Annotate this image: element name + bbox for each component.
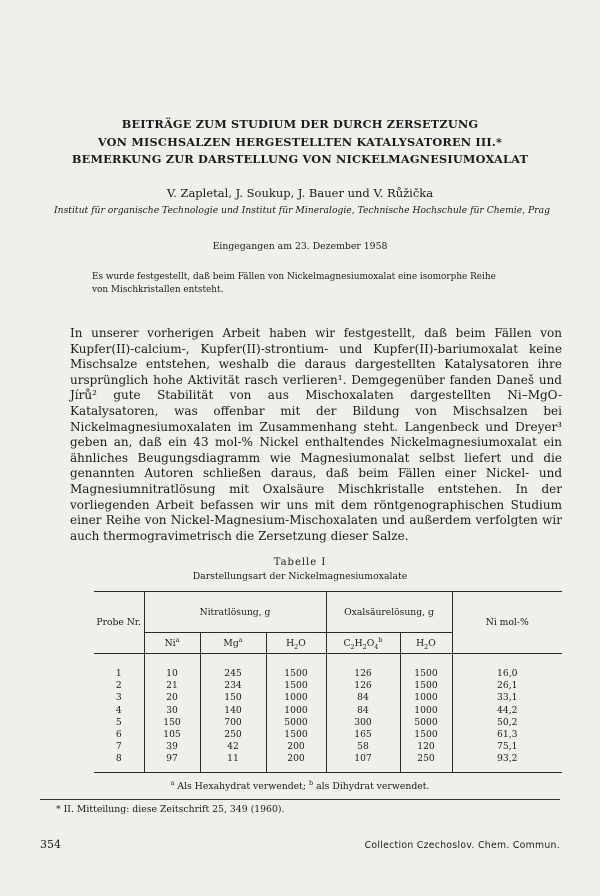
table-cell: 1500 <box>266 680 326 692</box>
table-cell: 120 <box>400 741 452 753</box>
table-cell: 16,0 <box>497 668 518 679</box>
table-cell: 250 <box>200 729 266 741</box>
journal-name: Collection Czechoslov. Chem. Commun. <box>364 840 560 851</box>
table-note-a: Als Hexahydrat verwendet; <box>177 781 307 792</box>
table-cell: 200 <box>266 741 326 753</box>
table-cell: 1 <box>94 654 144 681</box>
table-row <box>94 692 562 704</box>
table-cell: 200 <box>266 753 326 772</box>
table-cell: 234 <box>200 680 266 692</box>
table-cell: 30 <box>144 705 200 717</box>
table-row <box>94 705 562 717</box>
received-date: Eingegangen am 23. Dezember 1958 <box>212 241 388 252</box>
article-title <box>40 116 560 169</box>
table-cell: 2 <box>94 680 144 692</box>
table-caption <box>40 556 560 584</box>
table-cell: 1500 <box>400 729 452 741</box>
header-ni-mol: Ni mol-% <box>452 592 562 654</box>
table-note-b: als Dihydrat verwendet. <box>316 781 430 792</box>
header-ni: Ni$^a$ <box>144 633 200 654</box>
table-cell: 39 <box>144 741 200 753</box>
table-row <box>94 654 562 681</box>
table-row <box>94 753 562 772</box>
table-cell: 1500 <box>266 729 326 741</box>
table-cell: 250 <box>400 753 452 772</box>
table-cell: 1000 <box>400 692 452 704</box>
table-body <box>94 654 562 773</box>
table-cell: 97 <box>144 753 200 772</box>
table-cell: 165 <box>326 729 400 741</box>
table-cell: 5 <box>94 717 144 729</box>
table-cell: 5000 <box>400 717 452 729</box>
header-mg: Mg$^a$ <box>200 633 266 654</box>
table-cell: 700 <box>200 717 266 729</box>
footnote-text: II. Mitteilung: diese Zeitschrift 25, 349 (1960). <box>63 804 285 815</box>
body-paragraph: In unserer vorherigen Arbeit haben wir festgestellt, daß beim Fällen von Kupfer(II)-calcium-, Kupfer(II)-strontium- und Kupfer(II)-bariumoxalat keine Mischsalze entstehen, weshalb die daraus dargestellten Katalysatoren ihre ursprünglich hohe Aktivität rasch verlieren¹. Demgegenüber fanden Daneš und Jírů² gute Stabilität von aus Mischoxalaten dargestellten Ni–MgO-Katalysatoren, was offenbar mit der Bildung von Mischsalzen bei Nickelmagnesiumoxalaten im Zusammenhang steht. Langenbeck und Dreyer³ geben an, daß ein 43 mol-% Nickel enthaltendes Nickelmagnesiumoxalat ein ähnliches Beugungsdiagramm wie Magnesiumonalat selbst liefert und die genannten Autoren schließen daraus, daß beim Fällen einer Nickel- und Magnesiumnitratlösung mit Oxalsäure Mischkristalle entstehen. In der vorliegenden Arbeit befassen wir uns mit dem röntgenographischen Studium einer Reihe von Nickel-Magnesium-Mischoxalaten und außerdem verfolgten wir auch thermogravimetrisch die Zersetzung dieser Salze. <box>70 326 562 543</box>
table-cell: 6 <box>94 729 144 741</box>
body-text <box>70 326 562 544</box>
table-cell: 75,1 <box>497 741 518 753</box>
table-cell: 126 <box>326 654 400 681</box>
table-title: Darstellungsart der Nickelmagnesiumoxalate <box>192 571 408 582</box>
footnote-rule <box>40 799 560 800</box>
table-cell: 20 <box>144 692 200 704</box>
table-cell: 150 <box>144 717 200 729</box>
table-cell: 1000 <box>266 692 326 704</box>
table-cell: 33,1 <box>497 692 518 704</box>
table-cell: 107 <box>326 753 400 772</box>
table-row <box>94 680 562 692</box>
table-cell: 1000 <box>266 705 326 717</box>
table-cell: 1500 <box>266 654 326 681</box>
title-line-2: VON MISCHSALZEN HERGESTELLTEN KATALYSATOREN III.* <box>97 134 503 149</box>
table-cell: 245 <box>200 654 266 681</box>
table-cell: 11 <box>200 753 266 772</box>
table-cell: 7 <box>94 741 144 753</box>
table-cell: 8 <box>94 753 144 772</box>
table-cell: 105 <box>144 729 200 741</box>
header-oxal: Oxalsäurelösung, g <box>326 592 452 633</box>
header-nitrat: Nitratlösung, g <box>144 592 326 633</box>
table-cell: 140 <box>200 705 266 717</box>
page-number: 354 <box>40 838 61 851</box>
table-cell: 84 <box>326 692 400 704</box>
table-cell: 58 <box>326 741 400 753</box>
table-cell: 21 <box>144 680 200 692</box>
institute: Institut für organische Technologie und Institut für Mineralogie, Technische Hochschule für Chemie, Prag <box>54 205 550 216</box>
table-cell: 10 <box>144 654 200 681</box>
abstract: Es wurde festgestellt, daß beim Fällen von Nickelmagnesiumoxalat eine isomorphe Reihe von Mischkristallen entsteht. <box>92 272 496 295</box>
table-cell: 84 <box>326 705 400 717</box>
header-h2o-b: $H_2O$ <box>400 633 452 654</box>
table-cell: 44,2 <box>497 704 518 716</box>
table-cell: 126 <box>326 680 400 692</box>
table-label: Tabelle I <box>273 557 327 568</box>
table-cell: 26,1 <box>497 680 518 692</box>
table-row <box>94 741 562 753</box>
header-h2o: $H_2O$ <box>266 633 326 654</box>
authors: V. Zapletal, J. Soukup, J. Bauer und V. Růžička <box>166 186 434 200</box>
footnote: * II. Mitteilung: diese Zeitschrift 25, 349 (1960). <box>56 804 285 815</box>
title-line-1: BEITRÄGE ZUM STUDIUM DER DURCH ZERSETZUNG <box>121 117 479 131</box>
table-row <box>94 717 562 729</box>
header-probe: Probe Nr. <box>94 592 144 654</box>
table-note: $^a$ Als Hexahydrat verwendet; $^b$ als Dihydrat verwendet. <box>170 778 430 792</box>
table-cell: 150 <box>200 692 266 704</box>
table-cell: 1000 <box>400 705 452 717</box>
table-cell: 61,3 <box>497 729 518 741</box>
table-cell: 5000 <box>266 717 326 729</box>
table-cell: 3 <box>94 692 144 704</box>
table-cell: 50,2 <box>497 716 518 728</box>
table-cell: 4 <box>94 705 144 717</box>
table-cell: 1500 <box>400 680 452 692</box>
header-oxalic-acid: $C_2H_2O_4^b$ <box>326 633 400 654</box>
table-cell: 300 <box>326 717 400 729</box>
data-table <box>94 591 562 773</box>
table-cell: 93,2 <box>452 753 562 772</box>
table-row <box>94 729 562 741</box>
table-cell: 1500 <box>400 654 452 681</box>
title-line-3: BEMERKUNG ZUR DARSTELLUNG VON NICKELMAGNESIUMOXALAT <box>71 152 529 166</box>
table-cell: 42 <box>200 741 266 753</box>
